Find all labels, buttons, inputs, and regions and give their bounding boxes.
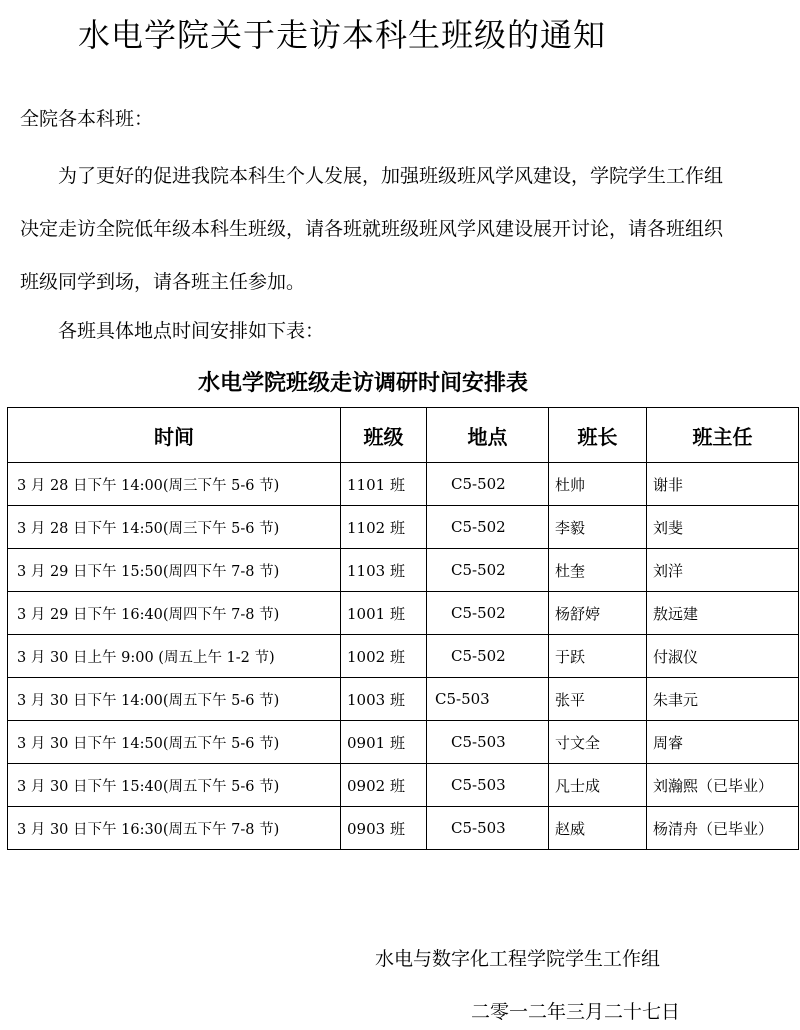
- cell-time: 3 月 30 日下午 14:50(周五下午 5-6 节): [8, 721, 341, 764]
- footer-organization: 水电与数字化工程学院学生工作组: [375, 948, 661, 970]
- cell-teacher: 敖远建: [647, 592, 799, 635]
- cell-monitor: 凡士成: [549, 764, 647, 807]
- table-row: [8, 592, 799, 635]
- cell-teacher: 周睿: [647, 721, 799, 764]
- cell-class: 1001 班: [341, 592, 427, 635]
- cell-location: C5-502: [427, 463, 549, 506]
- cell-location: C5-503: [427, 764, 549, 807]
- cell-class: 1103 班: [341, 549, 427, 592]
- cell-teacher: 刘斐: [647, 506, 799, 549]
- header-monitor: 班长: [549, 408, 647, 463]
- cell-time: 3 月 28 日下午 14:00(周三下午 5-6 节): [8, 463, 341, 506]
- cell-time: 3 月 28 日下午 14:50(周三下午 5-6 节): [8, 506, 341, 549]
- cell-class: 1003 班: [341, 678, 427, 721]
- cell-monitor: 杨舒婷: [549, 592, 647, 635]
- footer-date: 二零一二年三月二十七日: [471, 1001, 681, 1023]
- table-title: 水电学院班级走访调研时间安排表: [198, 370, 529, 396]
- header-class: 班级: [341, 408, 427, 463]
- cell-location: C5-503: [427, 807, 549, 850]
- document-title: 水电学院关于走访本科生班级的通知: [78, 16, 607, 54]
- cell-time: 3 月 30 日下午 14:00(周五下午 5-6 节): [8, 678, 341, 721]
- cell-teacher: 付淑仪: [647, 635, 799, 678]
- cell-teacher: 杨清舟（已毕业）: [647, 807, 799, 850]
- cell-location: C5-503: [427, 721, 549, 764]
- cell-class: 0902 班: [341, 764, 427, 807]
- header-time: 时间: [8, 408, 341, 463]
- cell-location: C5-502: [427, 549, 549, 592]
- cell-monitor: 张平: [549, 678, 647, 721]
- cell-time: 3 月 29 日下午 15:50(周四下午 7-8 节): [8, 549, 341, 592]
- header-teacher: 班主任: [647, 408, 799, 463]
- cell-location: C5-502: [427, 592, 549, 635]
- cell-class: 1101 班: [341, 463, 427, 506]
- cell-monitor: 杜奎: [549, 549, 647, 592]
- table-row: [8, 635, 799, 678]
- cell-monitor: 于跃: [549, 635, 647, 678]
- table-row: [8, 807, 799, 850]
- table-row: [8, 506, 799, 549]
- cell-monitor: 杜帅: [549, 463, 647, 506]
- schedule-table: [7, 407, 799, 850]
- cell-time: 3 月 29 日下午 16:40(周四下午 7-8 节): [8, 592, 341, 635]
- cell-monitor: 赵威: [549, 807, 647, 850]
- cell-teacher: 刘瀚熙（已毕业）: [647, 764, 799, 807]
- table-row: [8, 721, 799, 764]
- cell-location: C5-502: [427, 506, 549, 549]
- table-row: [8, 549, 799, 592]
- cell-location: C5-503: [427, 678, 549, 721]
- cell-time: 3 月 30 日上午 9:00 (周五上午 1-2 节): [8, 635, 341, 678]
- salutation: 全院各本科班：: [20, 108, 154, 130]
- body-paragraph: 为了更好的促进我院本科生个人发展，加强班级班风学风建设，学院学生工作组决定走访全院低年级本科生班级，请各班就班级班风学风建设展开讨论，请各班组织班级同学到场，请各班主任参加。: [20, 165, 724, 293]
- table-header-row: [8, 408, 799, 463]
- table-intro: 各班具体地点时间安排如下表：: [58, 320, 325, 342]
- cell-time: 3 月 30 日下午 16:30(周五下午 7-8 节): [8, 807, 341, 850]
- cell-time: 3 月 30 日下午 15:40(周五下午 5-6 节): [8, 764, 341, 807]
- cell-monitor: 李毅: [549, 506, 647, 549]
- cell-class: 0903 班: [341, 807, 427, 850]
- table-row: [8, 764, 799, 807]
- table-row: [8, 463, 799, 506]
- cell-location: C5-502: [427, 635, 549, 678]
- cell-monitor: 寸文全: [549, 721, 647, 764]
- cell-teacher: 谢非: [647, 463, 799, 506]
- header-location: 地点: [427, 408, 549, 463]
- cell-teacher: 朱聿元: [647, 678, 799, 721]
- cell-class: 1102 班: [341, 506, 427, 549]
- cell-class: 0901 班: [341, 721, 427, 764]
- cell-class: 1002 班: [341, 635, 427, 678]
- table-row: [8, 678, 799, 721]
- cell-teacher: 刘洋: [647, 549, 799, 592]
